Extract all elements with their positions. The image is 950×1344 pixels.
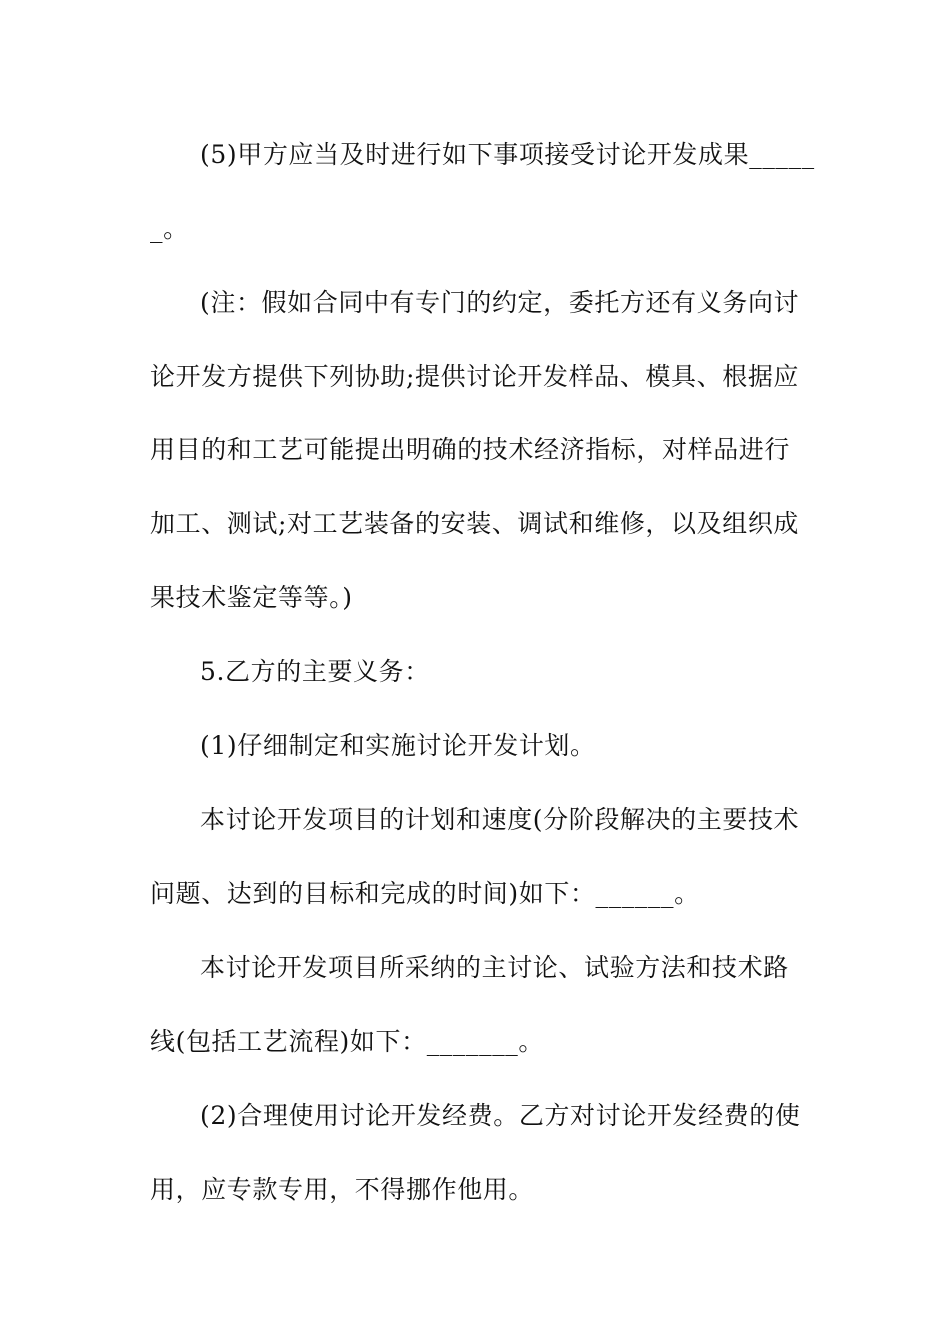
section-heading: 5.乙方的主要义务： xyxy=(200,657,430,686)
paragraph-line: _。 xyxy=(150,214,189,243)
paragraph-line: 加工、测试;对工艺装备的安装、调试和维修，以及组织成 xyxy=(150,509,800,538)
paragraph-line: 问题、达到的目标和完成的时间)如下：______。 xyxy=(150,879,700,908)
paragraph-line: 线(包括工艺流程)如下：_______。 xyxy=(150,1027,545,1056)
paragraph-line: (1)仔细制定和实施讨论开发计划。 xyxy=(200,731,596,760)
paragraph-line: 本讨论开发项目的计划和速度(分阶段解决的主要技术 xyxy=(200,805,800,834)
paragraph-line: 用，应专款专用，不得挪作他用。 xyxy=(150,1175,535,1204)
paragraph-line: 果技术鉴定等等。) xyxy=(150,583,353,612)
paragraph-line: 本讨论开发项目所采纳的主讨论、试验方法和技术路 xyxy=(200,953,789,982)
paragraph-line: (注：假如合同中有专门的约定，委托方还有义务向讨 xyxy=(200,288,800,317)
paragraph-line: 论开发方提供下列协助;提供讨论开发样品、模具、根据应 xyxy=(150,362,800,391)
paragraph-line: (5)甲方应当及时进行如下事项接受讨论开发成果_____ xyxy=(200,140,815,169)
paragraph-line: 用目的和工艺可能提出明确的技术经济指标，对样品进行 xyxy=(150,435,791,464)
paragraph-line: (2)合理使用讨论开发经费。乙方对讨论开发经费的使 xyxy=(200,1101,801,1130)
